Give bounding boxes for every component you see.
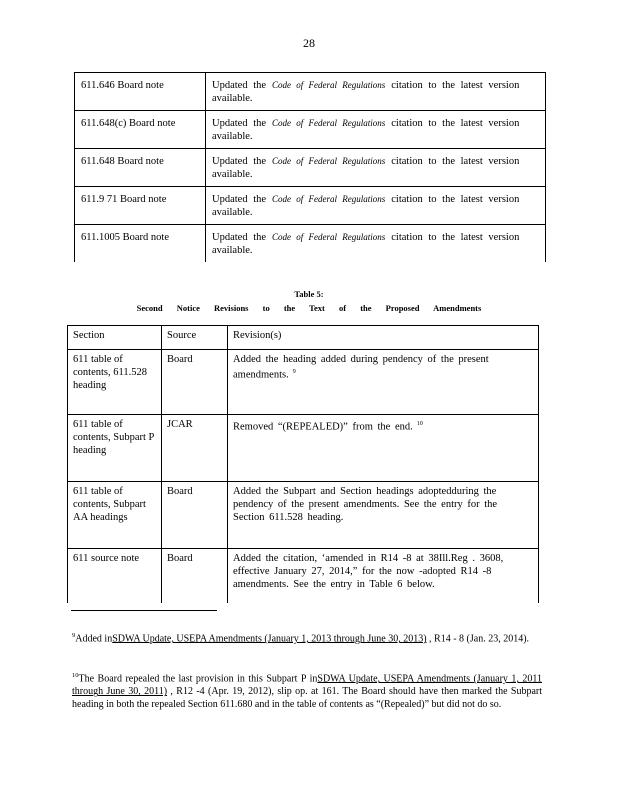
section-cell: 611.9 71 Board note [75,187,206,225]
section-cell: 611.648 Board note [75,149,206,187]
revision-cell [206,187,546,225]
table-row [75,149,546,187]
page-number: 28 [303,36,315,50]
table-caption-number: Table 5: [294,289,324,299]
source-cell: Board [162,350,228,415]
cfr-title: Code of Federal Regulations [272,156,386,166]
footnote-separator [71,610,217,611]
section-cell: 611 source note [68,549,162,604]
section-cell: 611.1005 Board note [75,225,206,263]
board-note-revisions-table [74,72,546,262]
footnote-mark: 10 [72,672,79,679]
source-cell: JCAR [162,415,228,482]
cfr-title: Code of Federal Regulations [272,194,386,204]
revision-text: Updated the [212,232,267,243]
table-row [75,187,546,225]
section-cell: 611.646 Board note [75,73,206,111]
footnote-mark: 9 [72,632,76,639]
revision-cell [206,149,546,187]
column-header-revision: Revision(s) [228,326,539,350]
table-row [68,482,539,549]
revision-text: citation to the latest version available. [212,118,520,142]
footnote-text: , R12 -4 (Apr. 19, 2012), slip op. at 161. The Board should have then marked the Subpart heading in both the repealed Section 611.680 and in the table of contents as “(Repealed)” but did not do so. [72,686,542,711]
revision-text: Updated the [212,156,267,167]
footnote-ref: 10 [416,421,423,427]
revision-text: Added the heading added during pendency of the present amendments. [233,354,489,381]
column-header-source: Source [162,326,228,350]
revision-cell [206,225,546,263]
footnote-citation: SDWA Update, USEPA Amendments (January 1, 2013 through June 30, 2013) [112,633,427,645]
table-caption-title: Second Notice Revisions to the Text of the Proposed Amendments [136,303,482,313]
table-header-row [68,326,539,350]
revision-text: citation to the latest version available. [212,194,520,218]
footnote-citation: SDWA Update, USEPA Amendments (January 1, 2011 through June 30, 2011) [72,673,542,698]
table-row [75,225,546,263]
section-cell: 611 table of contents, Subpart P heading [68,415,162,482]
footnote-9 [72,629,542,645]
revision-text: Updated the [212,118,267,129]
revision-text: Updated the [212,194,267,205]
footnote-10 [72,669,542,711]
cfr-title: Code of Federal Regulations [272,118,386,128]
revision-text: citation to the latest version available. [212,156,520,180]
section-cell: 611 table of contents, 611.528 heading [68,350,162,415]
revision-text: Updated the [212,80,267,91]
revision-cell: Added the Subpart and Section headings adoptedduring the pendency of the present amendments. See the entry for the Section 611.528 heading. [228,482,539,549]
table-row [68,415,539,482]
table-row [75,111,546,149]
cfr-title: Code of Federal Regulations [272,80,386,90]
column-header-section: Section [68,326,162,350]
revision-cell: Added the citation, ‘amended in R14 -8 at 38Ill.Reg . 3608, effective January 27, 2014,” for the now -adopted R14 -8 amendments. See the entry in Table 6 below. [228,549,539,604]
table-row [68,350,539,415]
section-cell: 611.648(c) Board note [75,111,206,149]
revision-text: Removed “(REPEALED)” from the end. [233,421,413,433]
section-cell: 611 table of contents, Subpart AA headings [68,482,162,549]
revision-text: citation to the latest version available. [212,232,520,256]
footnote-text: Added in [75,633,113,645]
source-cell: Board [162,549,228,604]
revision-cell [206,111,546,149]
footnote-text: The Board repealed the last provision in this Subpart P in [78,673,318,685]
source-cell: Board [162,482,228,549]
table-row [68,549,539,604]
second-notice-revisions-table [67,325,539,603]
revision-cell [206,73,546,111]
table-row [75,73,546,111]
revision-cell [228,350,539,415]
cfr-title: Code of Federal Regulations [272,232,386,242]
footnote-ref: 9 [292,369,296,375]
footnote-text: , R14 - 8 (Jan. 23, 2014). [426,633,530,645]
revision-cell [228,415,539,482]
revision-text: citation to the latest version available. [212,80,520,104]
